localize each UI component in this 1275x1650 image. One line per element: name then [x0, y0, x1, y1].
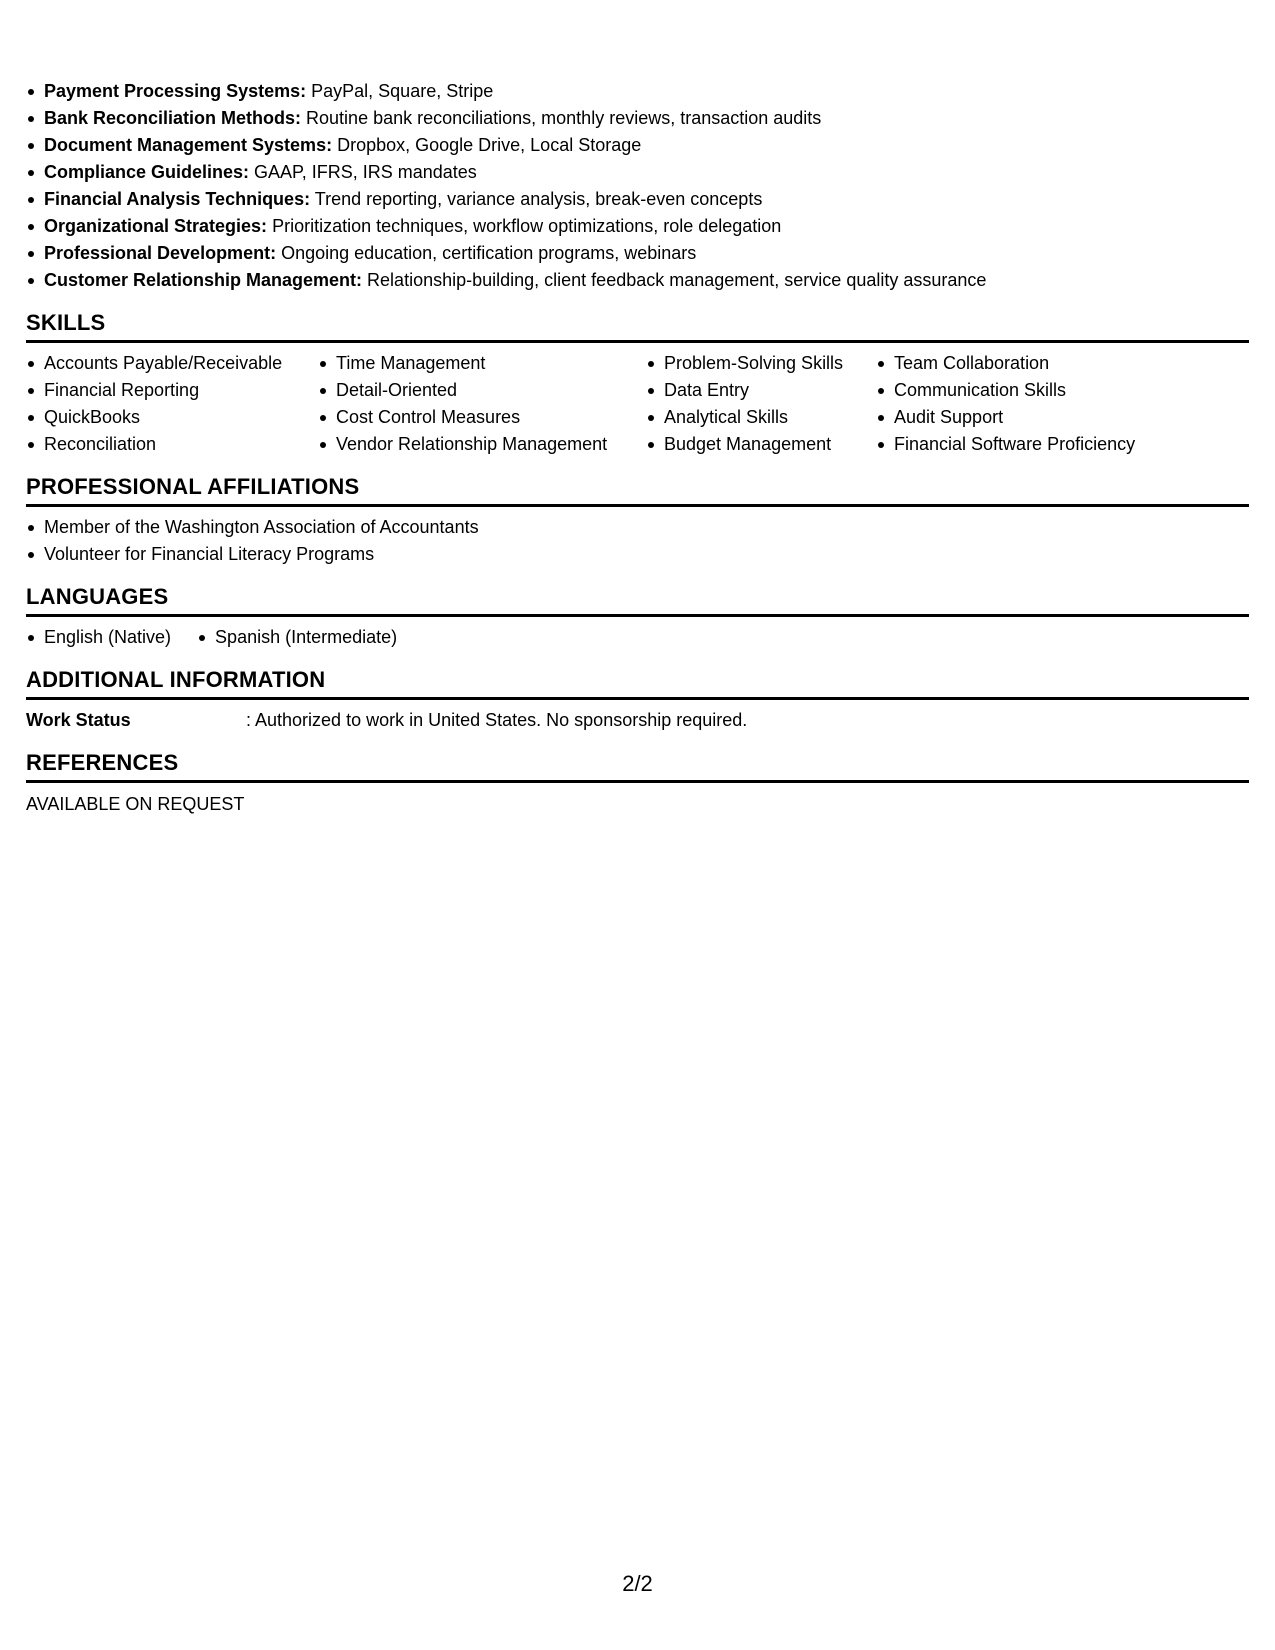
language-item: English (Native): [26, 624, 171, 651]
resume-page: [26, 78, 1249, 818]
tool-label: Professional Development:: [44, 243, 277, 263]
section-title-languages: LANGUAGES: [26, 584, 169, 609]
work-status-label: Work Status: [26, 710, 131, 730]
tools-list: [26, 78, 1249, 294]
skills-column: [26, 350, 318, 458]
additional-info-section: [26, 665, 1249, 734]
skill-item: Budget Management: [646, 431, 876, 458]
tool-value: Routine bank reconciliations, monthly reviews, transaction audits: [301, 108, 822, 128]
tool-value: Relationship-building, client feedback management, service quality assurance: [362, 270, 987, 290]
skills-section: [26, 308, 1249, 458]
skill-item: Detail-Oriented: [318, 377, 646, 404]
skill-item: Time Management: [318, 350, 646, 377]
affiliations-list: [26, 514, 1249, 568]
tool-label: Payment Processing Systems:: [44, 81, 307, 101]
tool-value: GAAP, IFRS, IRS mandates: [249, 162, 477, 182]
tool-label: Financial Analysis Techniques:: [44, 189, 311, 209]
tool-item: [26, 240, 1249, 267]
work-status-row: [26, 707, 1249, 734]
section-title-references: REFERENCES: [26, 750, 179, 775]
skills-column: [318, 350, 646, 458]
affiliation-item: Volunteer for Financial Literacy Programs: [26, 541, 1249, 568]
tool-value: Trend reporting, variance analysis, break-even concepts: [310, 189, 763, 209]
skill-item: Audit Support: [876, 404, 1236, 431]
tool-value: Ongoing education, certification programs, webinars: [276, 243, 697, 263]
skill-item: Problem-Solving Skills: [646, 350, 876, 377]
skills-grid: [26, 350, 1249, 458]
section-divider: [26, 340, 1249, 343]
skill-item: Financial Reporting: [26, 377, 318, 404]
tool-value: Prioritization techniques, workflow optimizations, role delegation: [267, 216, 782, 236]
skill-item: Team Collaboration: [876, 350, 1236, 377]
skills-column: [876, 350, 1236, 458]
skill-item: Cost Control Measures: [318, 404, 646, 431]
skills-column: [646, 350, 876, 458]
page-number: 2/2: [622, 1571, 653, 1596]
skill-item: Reconciliation: [26, 431, 318, 458]
tool-value: PayPal, Square, Stripe: [306, 81, 494, 101]
languages-list: [26, 624, 1249, 651]
affiliations-section: [26, 472, 1249, 568]
section-title-skills: SKILLS: [26, 310, 106, 335]
section-divider: [26, 780, 1249, 783]
tool-value: Dropbox, Google Drive, Local Storage: [332, 135, 642, 155]
languages-section: [26, 582, 1249, 651]
skill-item: Accounts Payable/Receivable: [26, 350, 318, 377]
work-status-value: : Authorized to work in United States. No sponsorship required.: [246, 710, 748, 730]
tool-item: [26, 159, 1249, 186]
tool-label: Compliance Guidelines:: [44, 162, 250, 182]
skill-item: Communication Skills: [876, 377, 1236, 404]
tool-item: [26, 186, 1249, 213]
affiliation-item: Member of the Washington Association of Accountants: [26, 514, 1249, 541]
tool-item: [26, 213, 1249, 240]
skill-item: Financial Software Proficiency: [876, 431, 1236, 458]
skill-item: QuickBooks: [26, 404, 318, 431]
section-title-affiliations: PROFESSIONAL AFFILIATIONS: [26, 474, 360, 499]
references-text: AVAILABLE ON REQUEST: [26, 794, 245, 814]
skill-item: Data Entry: [646, 377, 876, 404]
tool-item: [26, 267, 1249, 294]
section-title-additional-info: ADDITIONAL INFORMATION: [26, 667, 326, 692]
tool-item: [26, 105, 1249, 132]
skill-item: Analytical Skills: [646, 404, 876, 431]
section-divider: [26, 614, 1249, 617]
tool-item: [26, 132, 1249, 159]
section-divider: [26, 697, 1249, 700]
skill-item: Vendor Relationship Management: [318, 431, 646, 458]
references-section: [26, 748, 1249, 818]
tool-label: Organizational Strategies:: [44, 216, 268, 236]
tool-label: Document Management Systems:: [44, 135, 333, 155]
language-item: Spanish (Intermediate): [197, 624, 397, 651]
tool-label: Customer Relationship Management:: [44, 270, 363, 290]
tool-label: Bank Reconciliation Methods:: [44, 108, 302, 128]
section-divider: [26, 504, 1249, 507]
tool-item: [26, 78, 1249, 105]
